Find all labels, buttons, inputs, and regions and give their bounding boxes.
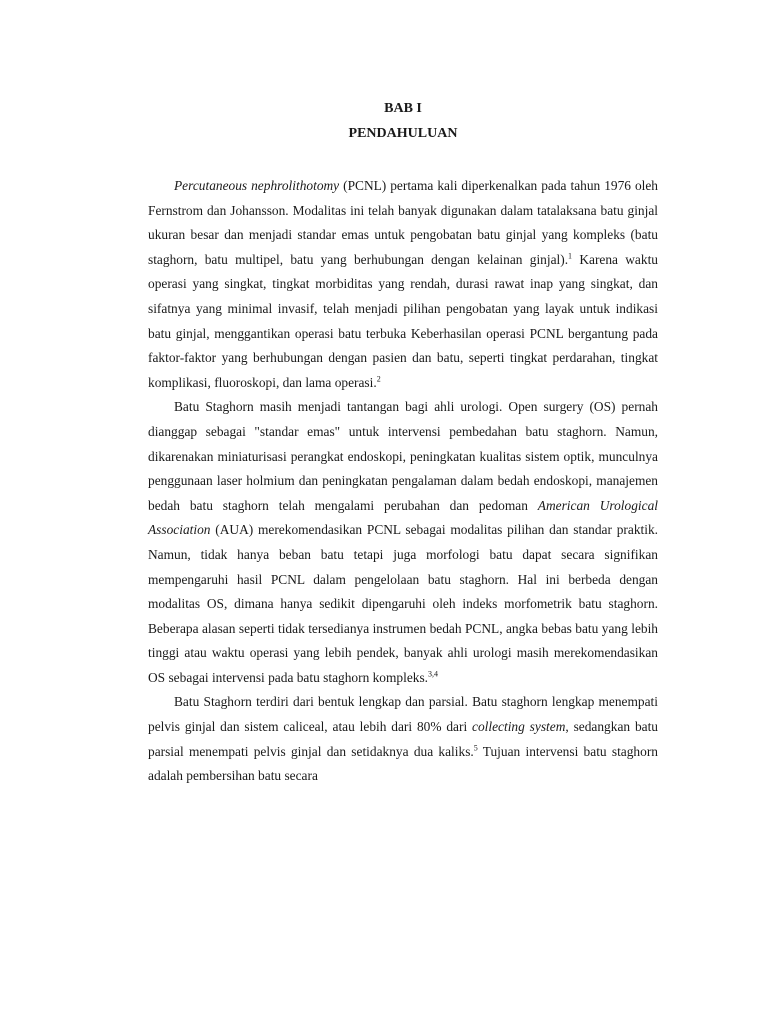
paragraph-text: Karena waktu operasi yang singkat, tingkat morbiditas yang rendah, durasi rawat inap yang singkat, dan sifatnya yang minimal invasif, telah menjadi pilihan pengobatan yang layak untuk indikasi batu ginjal, menggantikan operasi batu terbuka Keberhasilan operasi PCNL bergantung pada faktor-faktor yang berhubungan dengan pasien dan batu, seperti tingkat perdarahan, tingkat komplikasi, fluoroskopi, dan lama operasi. xyxy=(148,251,658,390)
citation-superscript: 3,4 xyxy=(428,669,439,679)
citation-superscript: 2 xyxy=(376,374,381,384)
paragraph-text: Tujuan intervensi batu staghorn adalah pembersihan batu secara xyxy=(148,743,658,784)
italic-term: collecting system xyxy=(472,719,566,735)
citation-superscript: 5 xyxy=(473,743,478,753)
paragraph-text: Batu Staghorn masih menjadi tantangan bagi ahli urologi. Open surgery (OS) pernah dianggap sebagai "standar emas" untuk intervensi pembedahan batu staghorn. Namun, dikarenakan miniaturisasi perangkat endoskopi, peningkatan kualitas sistem optik, munculnya penggunaan laser holmium dan peningkatan pengalaman dalam bedah endoskopi, manajemen bedah batu staghorn telah mengalami perubahan dan pedoman xyxy=(148,399,658,513)
chapter-title: PENDAHULUAN xyxy=(348,126,458,141)
body-text xyxy=(148,174,658,789)
chapter-number: BAB I xyxy=(384,101,422,116)
paragraph-text: , sedangkan batu parsial menempati pelvis ginjal dan setidaknya dua kaliks. xyxy=(148,719,658,759)
paragraph xyxy=(148,174,658,395)
italic-term: American Urological Association xyxy=(148,497,658,538)
paragraph xyxy=(148,395,658,690)
paragraph-text: (AUA) merekomendasikan PCNL sebagai modalitas pilihan dan standar praktik. Namun, tidak hanya beban batu tetapi juga morfologi batu dapat secara signifikan mempengaruhi hasil PCNL dalam pengelolaan batu staghorn. Hal ini berbeda dengan modalitas OS, dimana hanya sedikit dipengaruhi oleh indeks morfometrik batu staghorn. Beberapa alasan seperti tidak tersedianya instrumen bedah PCNL, angka bebas batu yang lebih tinggi atau waktu operasi yang lebih pendek, banyak ahli urologi masih merekomendasikan OS sebagai intervensi pada batu staghorn kompleks. xyxy=(148,522,658,685)
citation-superscript: 1 xyxy=(568,251,573,261)
paragraph-text: Batu Staghorn terdiri dari bentuk lengkap dan parsial. Batu staghorn lengkap menempati pelvis ginjal dan sistem caliceal, atau lebih dari 80% dari xyxy=(148,694,658,735)
document-page xyxy=(148,96,658,789)
paragraph-text: (PCNL) pertama kali diperkenalkan pada tahun 1976 oleh Fernstrom dan Johansson. Modalitas ini telah banyak digunakan dalam tatalaksana batu ginjal ukuran besar dan menjadi standar emas untuk pengobatan batu ginjal yang kompleks (batu staghorn, batu multipel, batu yang berhubungan dengan kelainan ginjal). xyxy=(148,178,659,267)
paragraph xyxy=(148,690,658,788)
italic-term: Percutaneous nephrolithotomy xyxy=(174,178,340,193)
